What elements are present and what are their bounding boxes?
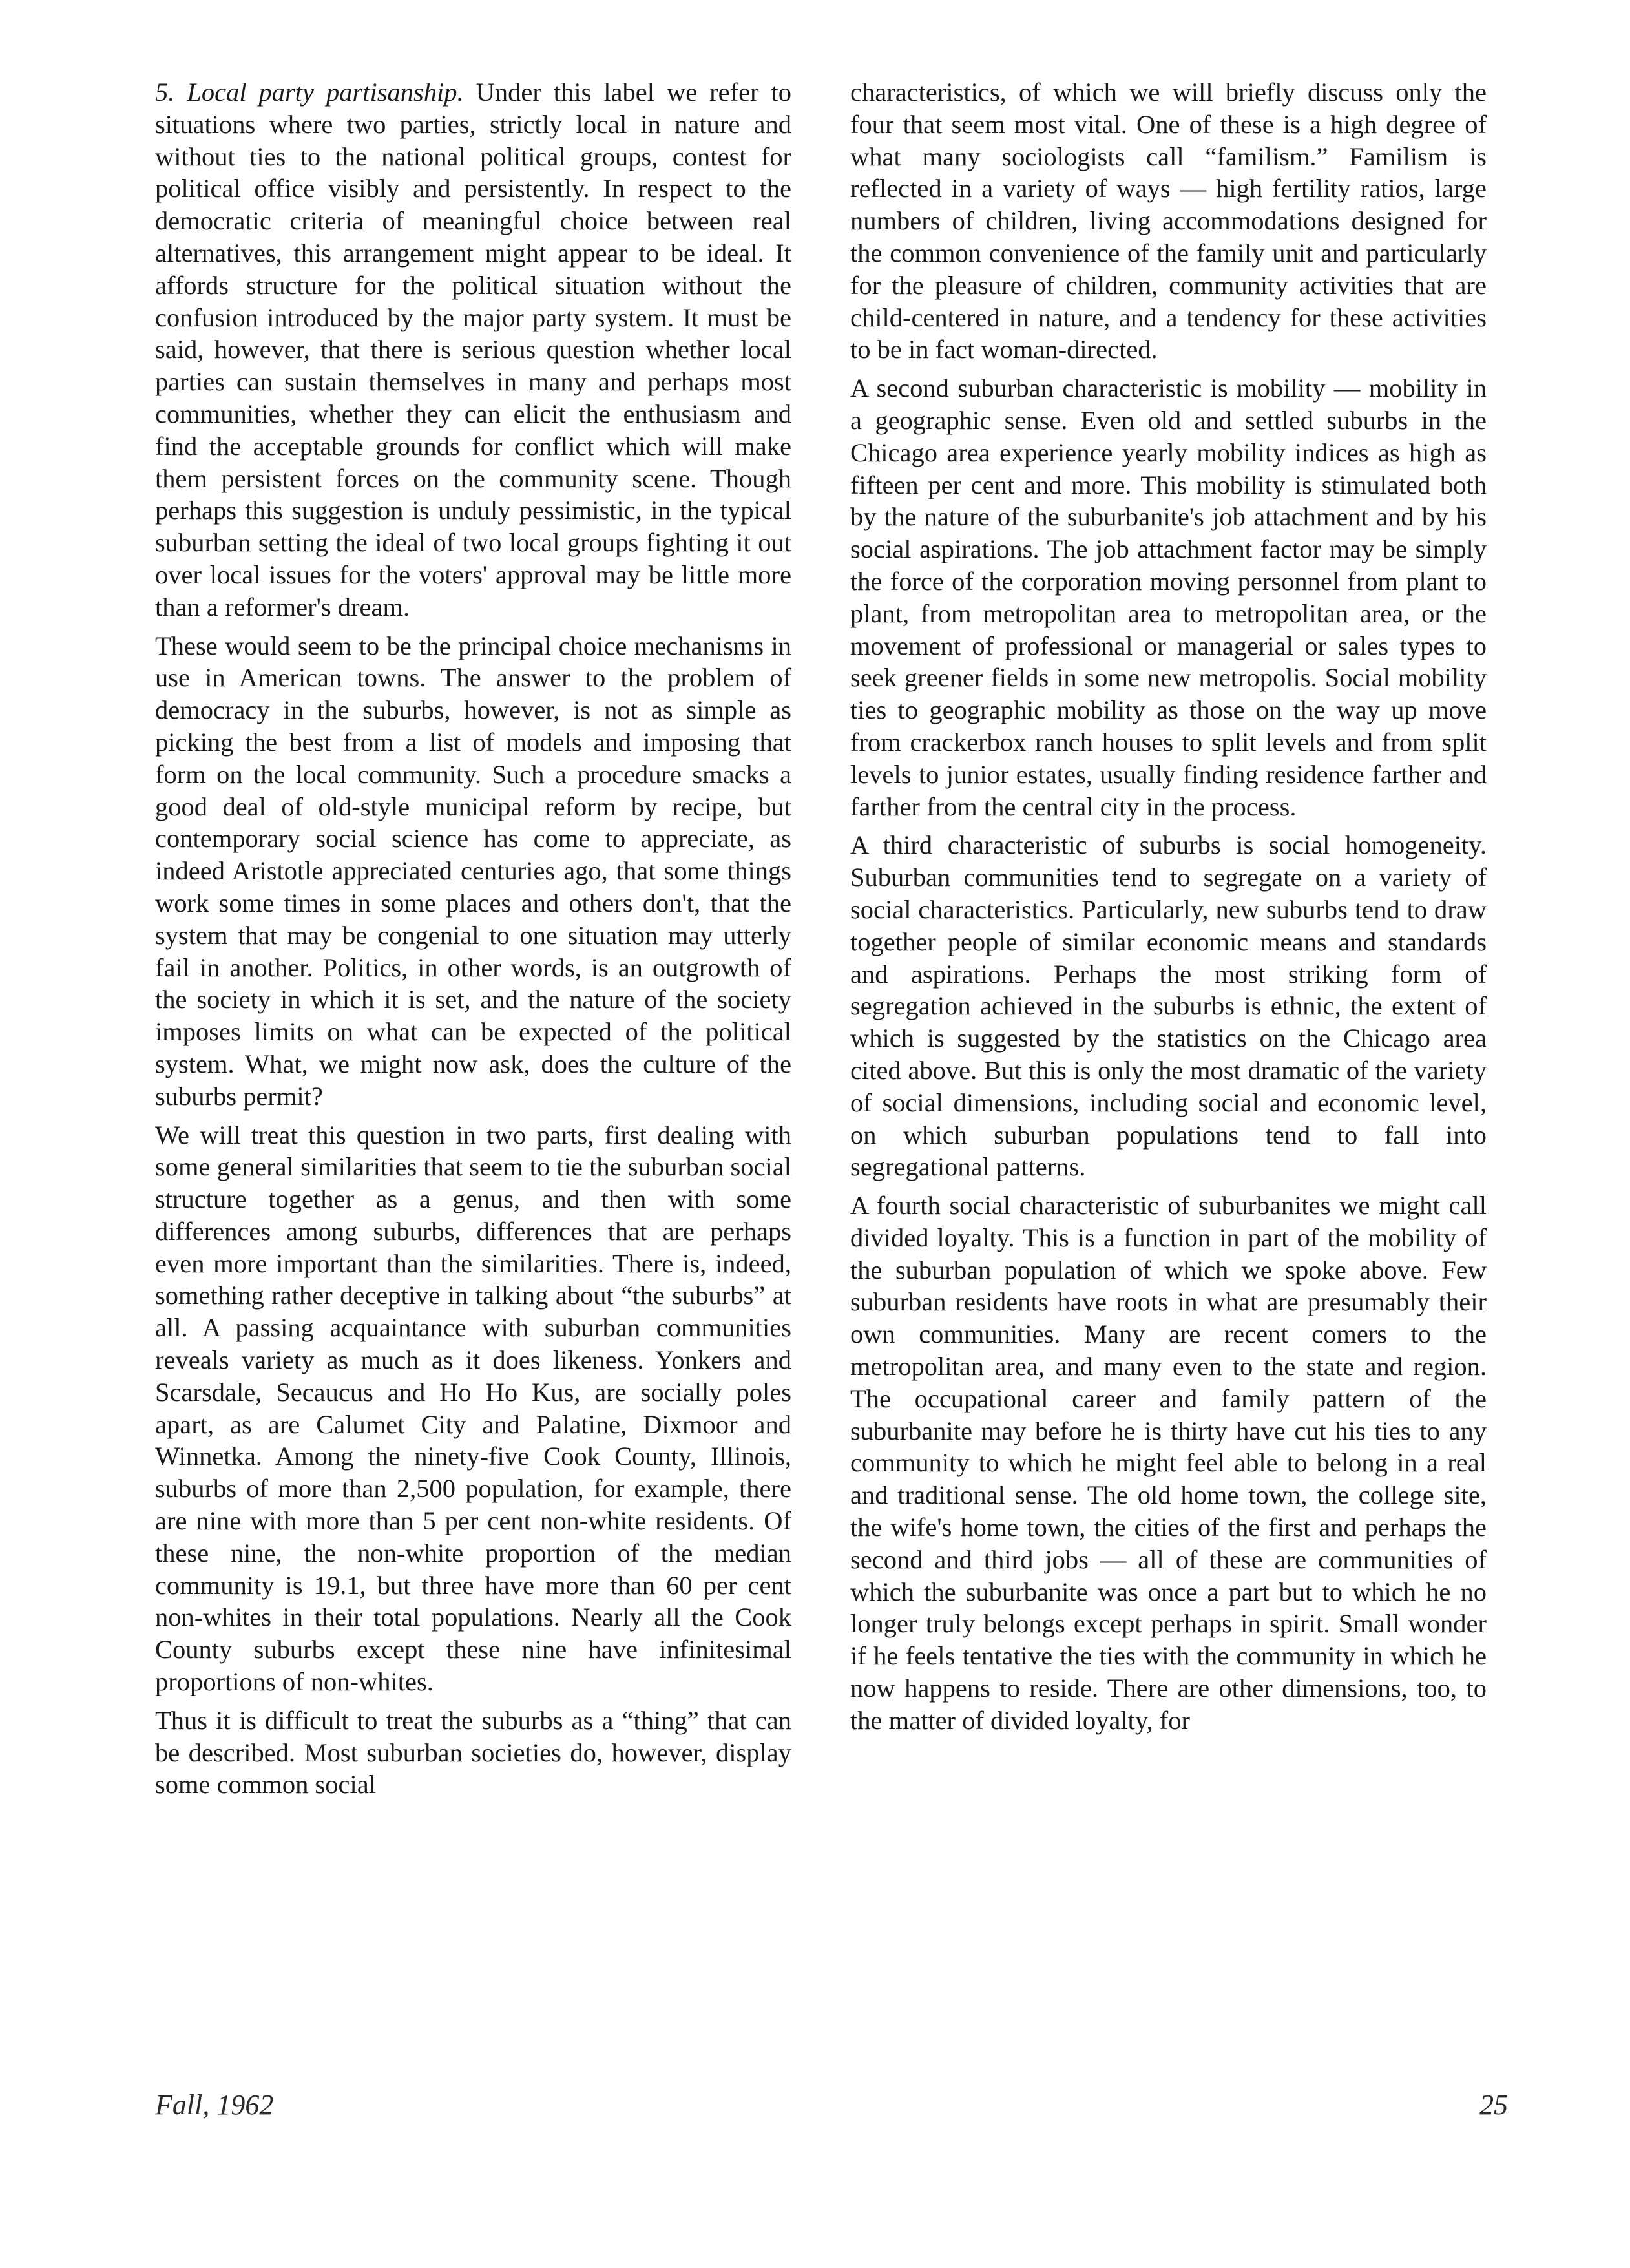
section-lead-heading: 5. Local party partisanship. xyxy=(155,78,464,107)
paragraph: We will treat this question in two parts, first dealing with some general similarities that seem to tie the suburban social structure together as a genus, and then with some differences among suburbs, differences that are perhaps even more important than the similarities. There is, indeed, something rather deceptive in talking about “the suburbs” at all. A passing acquaintance with suburban communities reveals variety as much as it does likeness. Yonkers and Scarsdale, Secaucus and Ho Ho Kus, are socially poles apart, as are Calumet City and Palatine, Dixmoor and Winnetka. Among the ninety-five Cook County, Illinois, suburbs of more than 2,500 population, for example, there are nine with more than 5 per cent non-white residents. Of these nine, the non-white proportion of the median community is 19.1, but three have more than 60 per cent non-whites in their total populations. Nearly all the Cook County suburbs except these nine have infinitesimal proportions of non-whites. xyxy=(155,1120,791,1697)
paragraph: A fourth social characteristic of suburbanites we might call divided loyalty. This is a function in part of the mobility of the suburban population of which we spoke above. Few suburban residents have roots in what are presumably their own communities. Many are recent comers to the metropolitan area, and many even to the state and region. The occupational career and family pattern of the suburbanite may before he is thirty have cut his ties to any community to which he might feel able to belong in a real and traditional sense. The old home town, the college site, the wife's home town, the cities of the first and perhaps the second and third jobs — all of these are communities of which the suburbanite was once a part but to which he no longer truly belongs except perhaps in spirit. Small wonder if he feels tentative the ties with the community in which he now happens to reside. There are other dimensions, too, to the matter of divided loyalty, for xyxy=(850,1191,1487,1735)
paragraph: A second suburban characteristic is mobility — mobility in a geographic sense. Even old and settled suburbs in the Chicago area experience yearly mobility indices as high as fifteen per cent and more. This mobility is stimulated both by the nature of the suburbanite's job attachment and by his social aspirations. The job attachment factor may be simply the force of the corporation moving personnel from plant to plant, from metropolitan area to metropolitan area, or the movement of professional or managerial or sales types to seek greener fields in some new metropolis. Social mobility ties to geographic mobility as those on the way up move from crackerbox ranch houses to split levels and from split levels to junior estates, usually finding residence farther and farther from the central city in the process. xyxy=(850,373,1487,821)
paragraph: Thus it is difficult to treat the suburbs as a “thing” that can be described. Most suburban societies do, however, display some common social xyxy=(155,1705,791,1800)
text-column-right xyxy=(850,76,1487,1737)
footer-page-number: 25 xyxy=(1479,2089,1508,2121)
footer-issue-date: Fall, 1962 xyxy=(155,2089,274,2121)
paragraph: These would seem to be the principal choice mechanisms in use in American towns. The answer to the problem of democracy in the suburbs, however, is not as simple as picking the best from a list of models and imposing that form on the local community. Such a procedure smacks a good deal of old-style municipal reform by recipe, but contemporary social science has come to appreciate, as indeed Aristotle appreciated centuries ago, that some things work some times in some places and others don't, that the system that may be congenial to one situation may utterly fail in another. Politics, in other words, is an outgrowth of the society in which it is set, and the nature of the society imposes limits on what can be expected of the political system. What, we might now ask, does the culture of the suburbs permit? xyxy=(155,631,791,1111)
paragraph: characteristics, of which we will briefly discuss only the four that seem most vital. One of these is a high degree of what many sociologists call “familism.” Familism is reflected in a variety of ways — high fertility ratios, large numbers of children, living accommodations designed for the common convenience of the family unit and particularly for the pleasure of children, community activities that are child-centered in nature, and a tendency for these activities to be in fact woman-directed. xyxy=(850,78,1487,364)
paragraph xyxy=(155,76,791,624)
paragraph-text: Under this label we refer to situations where two parties, strictly local in nature and without ties to the national political groups, contest for political office visibly and persistently. In respect to the democratic criteria of meaningful choice between real alternatives, this arrangement might appear to be ideal. It affords structure for the political situation without the confusion introduced by the major party system. It must be said, however, that there is serious question whether local parties can sustain themselves in many and perhaps most communities, whether they can elicit the enthusiasm and find the acceptable grounds for conflict which will make them persistent forces on the community scene. Though perhaps this suggestion is unduly pessimistic, in the typical suburban setting the ideal of two local groups fighting it out over local issues for the voters' approval may be little more than a reformer's dream. xyxy=(155,78,792,622)
paragraph: A third characteristic of suburbs is social homogeneity. Suburban communities tend to segregate on a variety of social characteristics. Particularly, new suburbs tend to draw together people of similar economic means and standards and aspirations. Perhaps the most striking form of segregation achieved in the suburbs is ethnic, the extent of which is suggested by the statistics on the Chicago area cited above. But this is only the most dramatic of the variety of social dimensions, including social and economic level, on which suburban populations tend to fall into segregational patterns. xyxy=(850,830,1487,1182)
text-column-left xyxy=(155,76,791,1801)
